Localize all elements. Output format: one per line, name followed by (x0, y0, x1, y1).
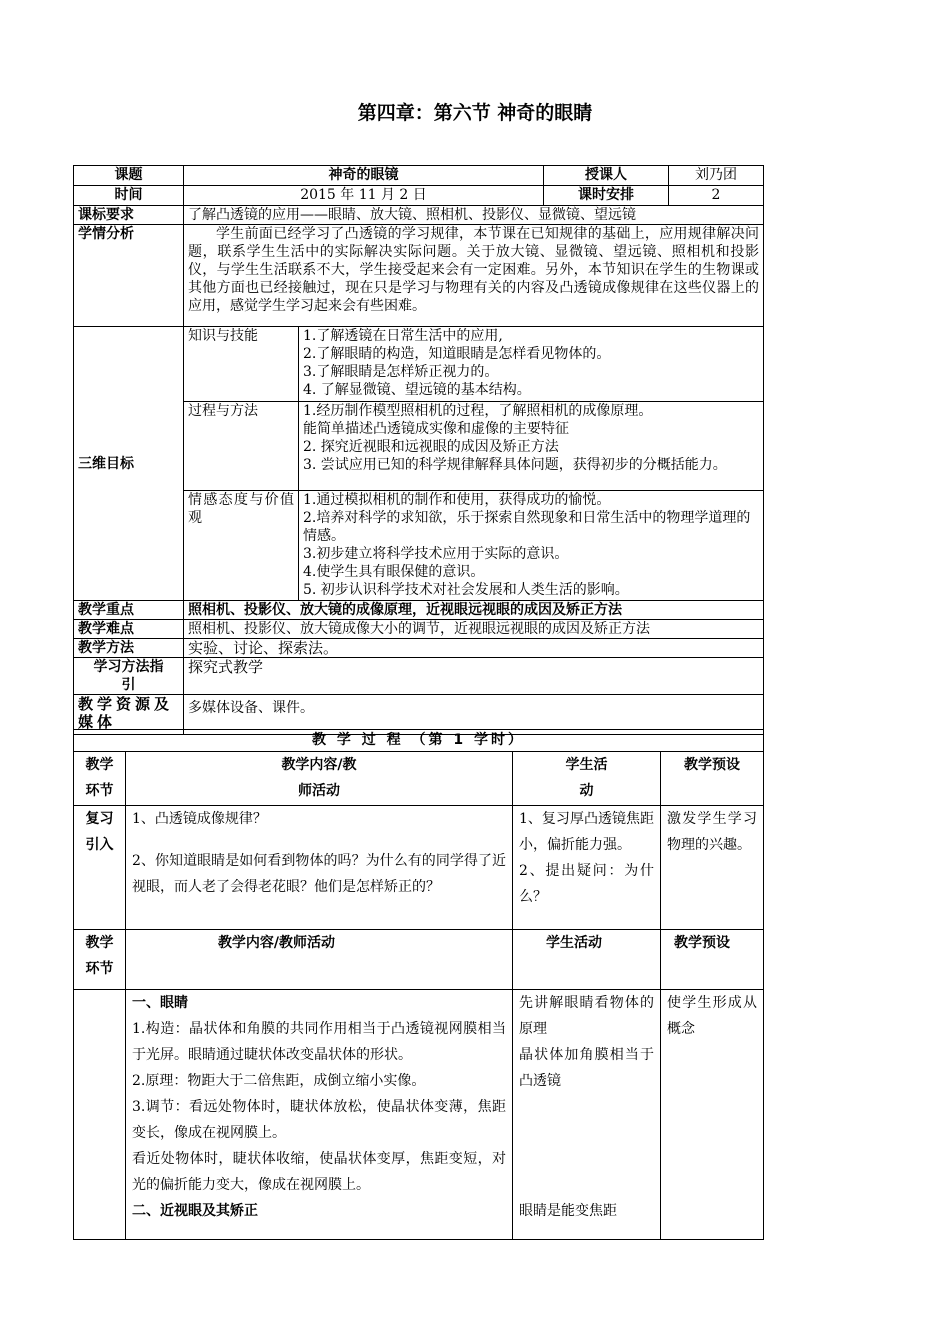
time-label: 时间 (74, 186, 184, 206)
topic-value: 神奇的眼镜 (184, 166, 544, 186)
goal-line: 3.了解眼睛是怎样矫正视力的。 (303, 364, 499, 380)
standard-label: 课标要求 (74, 206, 184, 225)
method-value: 实验、讨论、探索法。 (184, 639, 764, 658)
row2-p3: 3.调节：看远处物体时，睫状体放松，使晶状体变薄，焦距变长，像成在视网膜上。 (132, 1099, 506, 1141)
goal-line: 2.了解眼睛的构造，知道眼睛是怎样看见物体的。 (303, 346, 611, 362)
header-design: 教学预设 (661, 752, 764, 806)
row2-student-3: 眼睛是能变焦距 (519, 1203, 617, 1219)
row2-heading1: 一、眼睛 (132, 995, 188, 1011)
goal-knowledge-label: 知识与技能 (184, 327, 299, 402)
row1-student (513, 806, 661, 930)
goal-line: 1.通过模拟相机的制作和使用，获得成功的愉悦。 (303, 492, 611, 508)
analysis-label: 学情分析 (74, 225, 184, 327)
time-value: 2015 年 11 月 2 日 (184, 186, 544, 206)
header-content: 教学内容/教师活动 (126, 752, 513, 806)
goal-process-content (299, 402, 764, 491)
row2-p2: 2.原理：物距大于二倍焦距，成倒立缩小实像。 (132, 1073, 426, 1089)
row2-p4: 看近处物体时，睫状体收缩，使晶状体变厚，焦距变短，对光的偏折能力变大，像成在视网膜上。 (132, 1151, 506, 1193)
row2-student-2: 晶状体加角膜相当于凸透镜 (519, 1047, 654, 1089)
goal-line: 3. 尝试应用已知的科学规律解释具体问题，获得初步的分概括能力。 (303, 457, 727, 473)
header2-design: 教学预设 (661, 930, 764, 990)
key-label: 教学重点 (74, 601, 184, 620)
difficult-label: 教学难点 (74, 620, 184, 639)
process-table (73, 729, 764, 1240)
teacher-label: 授课人 (544, 166, 669, 186)
goal-line: 5. 初步认识科学技术对社会发展和人类生活的影响。 (303, 582, 629, 598)
row2-content (126, 990, 513, 1240)
difficult-value: 照相机、投影仪、放大镜成像大小的调节，近视眼远视眼的成因及矫正方法 (184, 620, 764, 639)
row2-student (513, 990, 661, 1240)
row1-question1: 1、凸透镜成像规律？ (132, 811, 267, 827)
goal-line: 4. 了解显微镜、望远镜的基本结构。 (303, 382, 531, 398)
lesson-info-table (73, 165, 764, 735)
row1-student-1: 1、复习厚凸透镜焦距小，偏折能力强。 (519, 811, 654, 853)
goal-line: 4.使学生具有眼保健的意识。 (303, 564, 485, 580)
goals-label: 三维目标 (74, 327, 184, 601)
goal-line: 1.经历制作模型照相机的过程，了解照相机的成像原理。 (303, 403, 653, 419)
media-value: 多媒体设备、课件。 (184, 695, 764, 735)
standard-value: 了解凸透镜的应用——眼睛、放大镜、照相机、投影仪、显微镜、望远镜 (184, 206, 764, 225)
row2-p1: 1.构造：晶状体和角膜的共同作用相当于凸透镜视网膜相当于光屏。眼睛通过睫状体改变晶状体的形状。 (132, 1021, 506, 1063)
goal-knowledge-content (299, 327, 764, 402)
row1-student-2: 2、提出疑问：为什么？ (519, 863, 654, 905)
header-stage: 教学环节 (74, 752, 126, 806)
media-label: 教学资源及媒体 (74, 695, 184, 735)
goal-line: 2. 探究近视眼和远视眼的成因及矫正方法 (303, 439, 559, 455)
method-label: 教学方法 (74, 639, 184, 658)
row1-stage: 复习引入 (74, 806, 126, 930)
teacher-value: 刘乃团 (669, 166, 764, 186)
page-title: 第四章：第六节 神奇的眼睛 (357, 102, 593, 124)
header2-stage: 教学环节 (74, 930, 126, 990)
key-value: 照相机、投影仪、放大镜的成像原理，近视眼远视眼的成因及矫正方法 (184, 601, 764, 620)
goal-line: 3.初步建立将科学技术应用于实际的意识。 (303, 546, 569, 562)
guide-value: 探究式教学 (184, 658, 764, 695)
goal-line: 1.了解透镜在日常生活中的应用, (303, 328, 503, 344)
goal-line: 2.培养对科学的求知欲，乐于探索自然现象和日常生活中的物理学道理的情感。 (303, 510, 751, 544)
goal-line: 能简单描述凸透镜成实像和虚像的主要特征 (303, 421, 569, 437)
process-title: 教 学 过 程 （第 1 学时） (74, 730, 764, 752)
goal-emotion-content (299, 491, 764, 601)
header-student: 学生活动 (513, 752, 661, 806)
row1-question2: 2、你知道眼睛是如何看到物体的吗？为什么有的同学得了近视眼，而人老了会得老花眼？他们是怎样矫正的？ (132, 853, 506, 895)
hours-value: 2 (669, 186, 764, 206)
analysis-value: 学生前面已经学习了凸透镜的学习规律，本节课在已知规律的基础上，应用规律解决问题，联系学生生活中的实际解决实际问题。关于放大镜、显微镜、望远镜、照相机和投影仪，与学生生活联系不大，学生接受起来会有一定困难。另外，本节知识在学生的生物课或其他方面也已经接触过，现在只是学习与物理有关的内容及凸透镜成像规律在这些仪器上的应用，感觉学生学习起来会有些困难。 (184, 225, 764, 327)
row1-content (126, 806, 513, 930)
hours-label: 课时安排 (544, 186, 669, 206)
goal-emotion-label: 情感态度与价值观 (184, 491, 299, 601)
header2-content: 教学内容/教师活动 (126, 930, 513, 990)
row2-design: 使学生形成从概念 (661, 990, 764, 1240)
row2-student-1: 先讲解眼睛看物体的原理 (519, 995, 654, 1037)
goal-process-label: 过程与方法 (184, 402, 299, 491)
topic-label: 课题 (74, 166, 184, 186)
row2-stage (74, 990, 126, 1240)
row1-design: 激发学生学习物理的兴趣。 (661, 806, 764, 930)
row2-heading2: 二、近视眼及其矫正 (132, 1203, 258, 1219)
guide-label: 学习方法指引 (74, 658, 184, 695)
header2-student: 学生活动 (513, 930, 661, 990)
